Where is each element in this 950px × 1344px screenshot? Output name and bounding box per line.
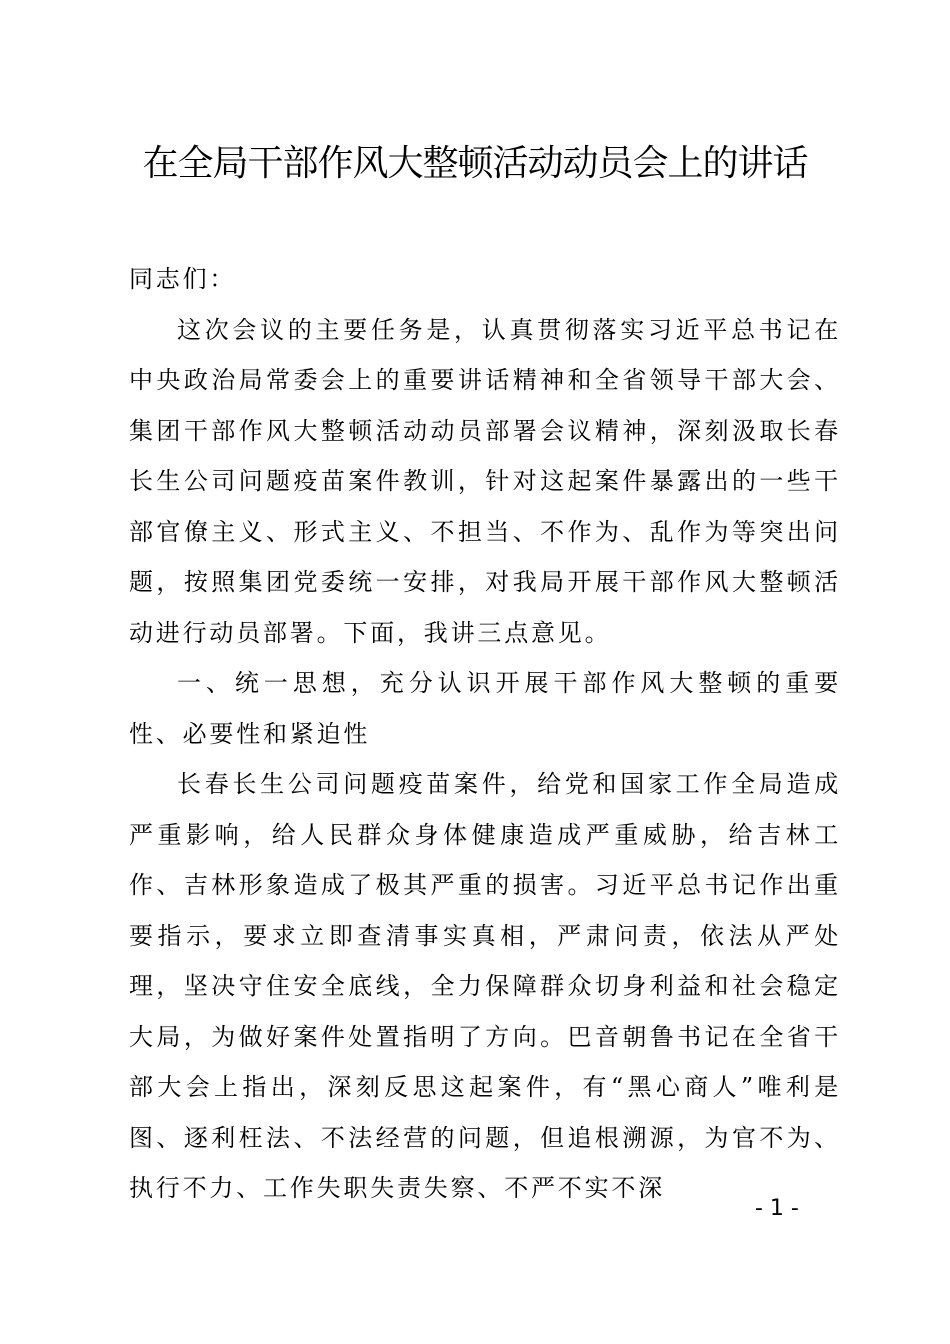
page-number: - 1 - [755, 1196, 799, 1221]
paragraph-intro: 这次会议的主要任务是，认真贯彻落实习近平总书记在中央政治局常委会上的重要讲话精神和全省领导干部大会、集团干部作风大整顿活动动员部署会议精神，深刻汲取长春长生公司问题疫苗案件教训，针对这起案件暴露出的一些干部官僚主义、形式主义、不担当、不作为、乱作为等突出问题，按照集团党委统一安排，对我局开展干部作风大整顿活动进行动员部署。下面，我讲三点意见。 [129, 315, 841, 647]
page-title: 在全局干部作风大整顿活动动员会上的讲话 [142, 143, 808, 184]
paragraph-section-1: 长春长生公司问题疫苗案件，给党和国家工作全局造成严重影响，给人民群众身体健康造成严重威胁，给吉林工作、吉林形象造成了极其严重的损害。习近平总书记作出重要指示，要求立即查清事实真相，严肃问责，依法从严处理，坚决守住安全底线，全力保障群众切身利益和社会稳定大局，为做好案件处置指明了方向。巴音朝鲁书记在全省干部大会上指出，深刻反思这起案件，有“黑心商人”唯利是图、逐利枉法、不法经营的问题，但追根溯源，为官不为、执行不力、工作失职失责失察、不严不实不深 [129, 770, 841, 1202]
salutation: 同志们： [129, 265, 237, 293]
section-heading-1: 一、统一思想，充分认识开展干部作风大整顿的重要性、必要性和紧迫性 [129, 669, 841, 748]
document-body [129, 254, 841, 1214]
